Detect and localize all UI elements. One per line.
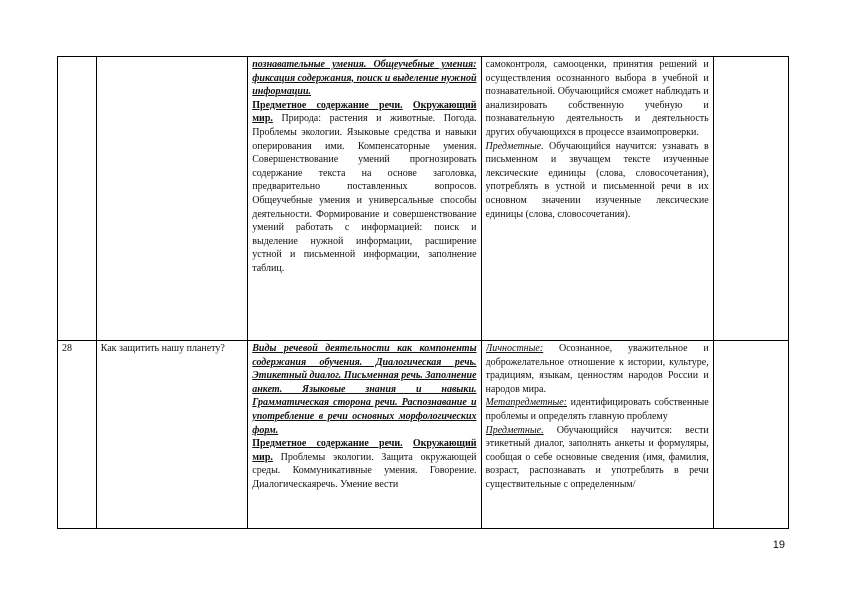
subject-content-label: Предметное содержание речи. (252, 438, 403, 450)
personal-results-text: Осознанное, уважительное и доброжелательное отношение к истории, культуре, традициям, языкам, ценностям народов России и народов мира. (485, 343, 709, 395)
lesson-topic: Как защитить нашу планету? (100, 343, 225, 354)
subject-results-text: Обучающийся научится: узнавать в письменном и звучащем тексте изученные лексические единицы (слова, словосочетания), употреблять в устной и письменной речи в их основном значении изученные лексические единицы (слова, словосочетания). (485, 140, 709, 220)
personal-results-label: Личностные: (485, 343, 544, 354)
lesson-results-cell (481, 57, 713, 341)
table-row (58, 57, 789, 341)
lesson-content-cell (248, 57, 481, 341)
lesson-content-cell (248, 341, 481, 529)
lesson-plan-table (57, 56, 789, 529)
subject-results-label: Предметные. (485, 140, 544, 152)
page-number: 19 (772, 539, 785, 551)
lesson-number-cell (58, 57, 97, 341)
lesson-topic-cell (96, 57, 248, 341)
meta-results-label: Метапредметные: (485, 397, 568, 409)
subject-results-label: Предметные. (485, 424, 544, 436)
content-intro: познавательные умения. Общеучебные умения: фиксация содержания, поиск и выделение нужной информации. (252, 59, 477, 98)
content-body: Проблемы экологии. Защита окружающей среды. Коммуникативные умения. Говорение. Диалогическаяречь. Умение вести (252, 451, 477, 490)
world-label: Окружающий мир. (252, 438, 477, 463)
content-intro: Виды речевой деятельности как компоненты содержания обучения. Диалогическая речь. Этикетный диалог. Письменная речь. Заполнение анкет. Языковые знания и навыки. Грамматическая сторона речи. Распознавание и употребление в речи основных морфологических форм. (252, 343, 477, 436)
content-body: Природа: растения и животные. Погода. Проблемы экологии. Языковые средства и навыки оперирования ими. Компенсаторные умения. Совершенствование умений прогнозировать содержание текста на основе заголовка, предварительно поставленных вопросов. Общеучебные умения и универсальные способы деятельности. Формирование и совершенствование умений работать с информацией: поиск и выделение нужной информации, расширение устной и письменной информации, заполнение таблиц. (252, 113, 477, 274)
lesson-number-cell: 28 (58, 341, 97, 529)
lesson-results-cell (481, 341, 713, 529)
results-text: самоконтроля, самооценки, принятия решений и осуществления осознанного выбора в учебной и познавательной. Обучающийся сможет наблюдать и анализировать собственную учебную и познавательную деятельность и деятельность других обучающихся в процессе взаимопроверки. (485, 59, 709, 138)
lesson-topic-cell (96, 341, 248, 529)
extra-cell (713, 57, 788, 341)
subject-content-label: Предметное содержание речи. (252, 99, 403, 111)
table-row (58, 341, 789, 529)
world-label: Окружающий мир. (252, 99, 477, 125)
meta-results-text: идентифицировать собственные проблемы и определять главную проблему (485, 397, 709, 422)
subject-results-text: Обучающийся научится: вести этикетный диалог, заполнять анкеты и формуляры, сообщая о себе основные сведения (имя, фамилия, возраст, распознавать и употреблять в речи существительные с определенным/ (485, 424, 709, 490)
extra-cell (713, 341, 788, 529)
